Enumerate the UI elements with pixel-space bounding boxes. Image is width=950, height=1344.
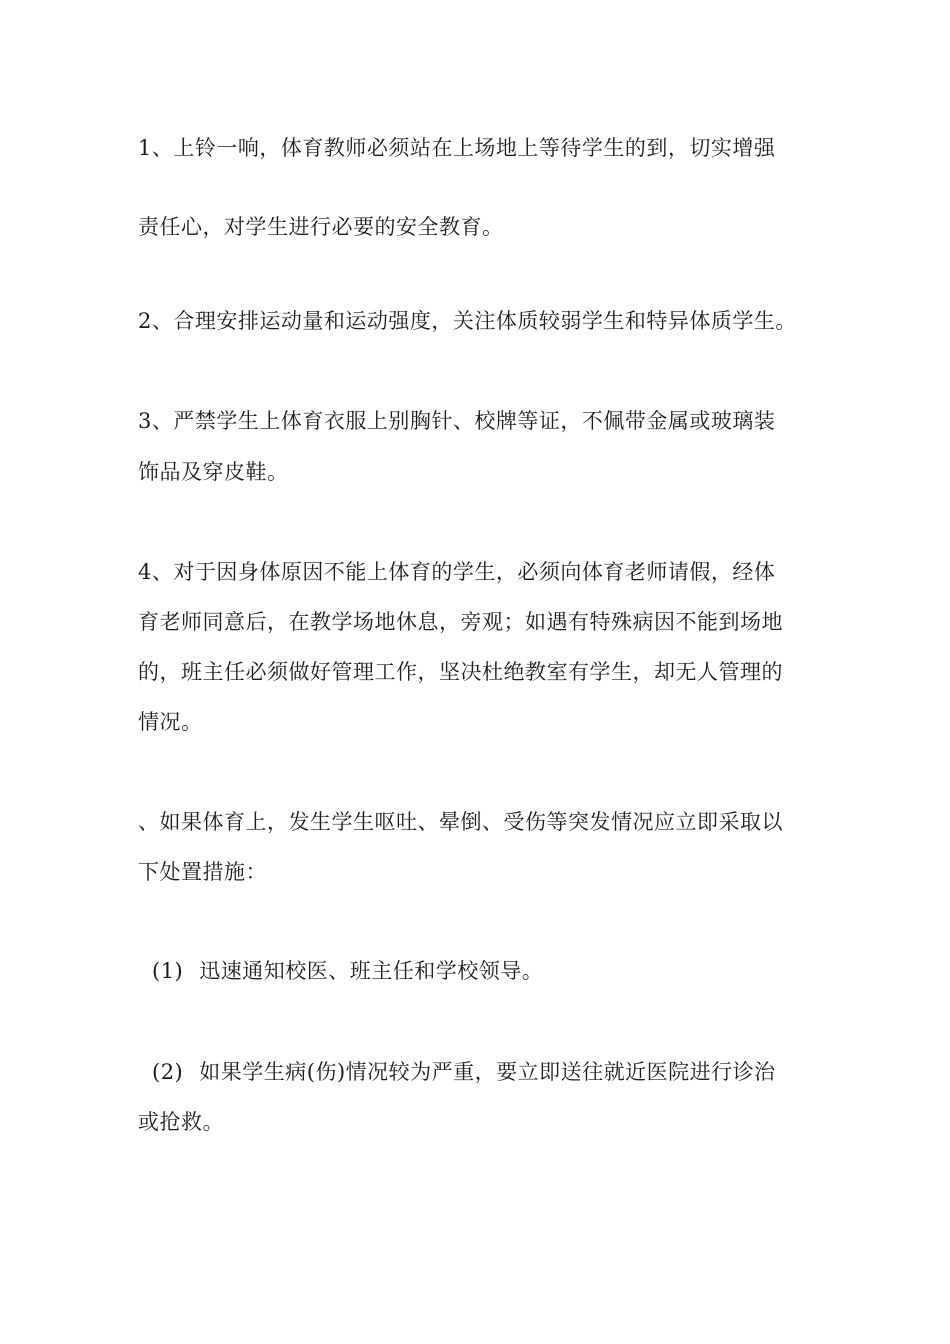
paragraph-4-line-4: 情况。 <box>138 710 203 734</box>
paragraph-4-line-1: 4、对于因身体原因不能上体育的学生，必须向体育老师请假，经体 <box>138 560 776 584</box>
paragraph-1-line-1: 1、上铃一响，体育教师必须站在上场地上等待学生的到，切实增强 <box>138 136 776 160</box>
list-item-1 <box>152 957 543 985</box>
list-item-2 <box>152 1058 776 1086</box>
paragraph-4-line-2: 育老师同意后，在教学场地休息，旁观；如遇有特殊病因不能到场地 <box>138 610 783 634</box>
list-number: (2) <box>152 1060 184 1084</box>
paragraph-3-line-2: 饰品及穿皮鞋。 <box>138 460 289 484</box>
paragraph-3-line-1: 3、严禁学生上体育衣服上别胸针、校牌等证，不佩带金属或玻璃装 <box>138 409 776 433</box>
paragraph-1-line-2: 责任心，对学生进行必要的安全教育。 <box>138 215 504 239</box>
list-item-2-continuation: 或抢救。 <box>138 1110 224 1134</box>
list-item-text: 迅速通知校医、班主任和学校领导。 <box>199 959 544 983</box>
paragraph-4-line-3: 的，班主任必须做好管理工作，坚决杜绝教室有学生，却无人管理的 <box>138 660 783 684</box>
list-number: (1) <box>152 959 184 983</box>
paragraph-5-line-2: 下处置措施： <box>138 860 267 884</box>
paragraph-2-line-1: 2、合理安排运动量和运动强度，关注体质较弱学生和特异体质学生。 <box>138 309 797 333</box>
list-item-text: 如果学生病(伤)情况较为严重，要立即送往就近医院进行诊治 <box>199 1060 776 1084</box>
paragraph-5-line-1: 、如果体育上，发生学生呕吐、晕倒、受伤等突发情况应立即采取以 <box>138 810 783 834</box>
